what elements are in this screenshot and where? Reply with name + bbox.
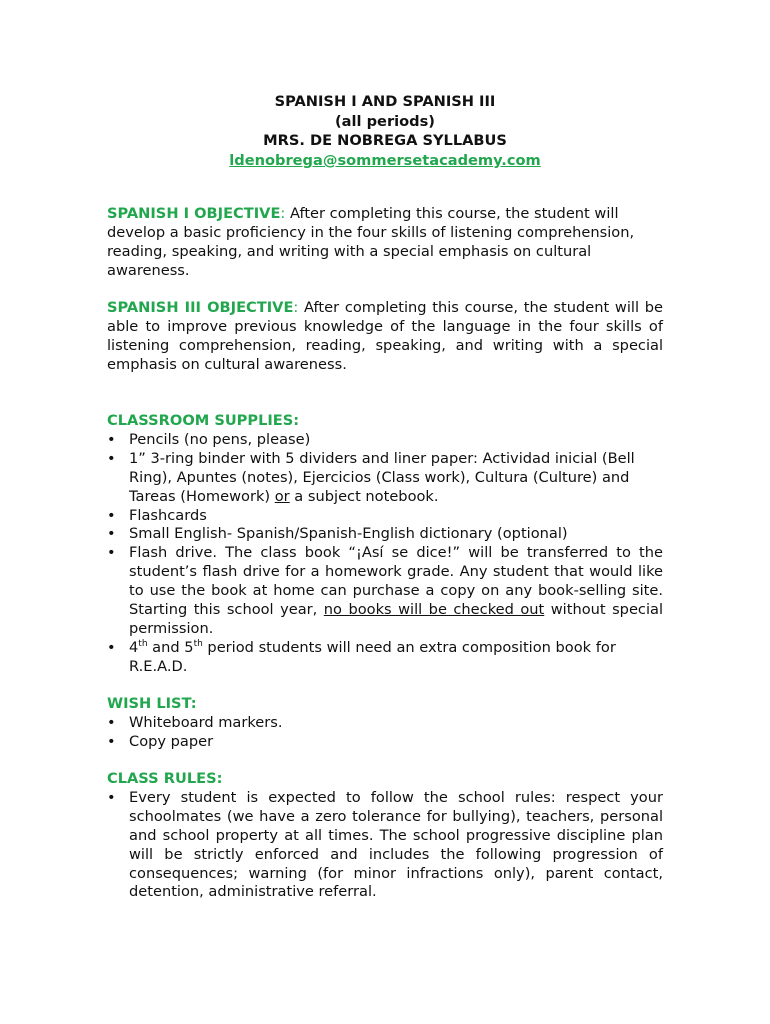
class-rules [107,770,663,902]
periods-line: (all periods) [335,112,435,130]
list-item: • Every student is expected to follow the school rules: respect your schoolmates (we have a zero tolerance for bullying), teachers, personal and school property at all times. The school progressive discipline plan will be strictly enforced and includes the following progression of consequences; warning (for minor infractions only), parent contact, detention, administrative referral. [107,789,663,902]
supply-dictionary: Small English- Spanish/Spanish-English dictionary (optional) [129,525,568,543]
wish-list-items [107,714,663,752]
supply-binder: 1” 3-ring binder with 5 dividers and liner paper: Actividad inicial (Bell Ring), Apuntes (notes), Ejercicios (Class work), Cultura (Culture) and Tareas (Homework) [129,449,635,505]
spanish-1-objective-text: After completing this course, the student will develop a basic proficiency in the four skills of listening comprehension, reading, speaking, and writing with a special emphasis on cultural awareness. [107,205,635,279]
syllabus-title: MRS. DE NOBREGA SYLLABUS [263,132,507,150]
list-item [107,525,663,544]
list-item: • Whiteboard markers. [107,714,663,733]
spanish-1-objective [107,205,663,281]
spanish-3-objective [107,299,663,375]
supply-flash-drive-end: without special permission. [129,601,664,637]
period-4: 4 [129,638,139,656]
supply-composition-book: period students will need an extra composition book for R.E.A.D. [129,638,616,675]
classroom-supplies [107,412,663,677]
list-item [107,544,663,639]
spanish-3-objective-colon: : [293,299,299,316]
list-item [107,639,663,677]
spanish-3-objective-label: SPANISH III OBJECTIVE [107,299,294,316]
course-title: SPANISH I AND SPANISH III [274,93,496,110]
supply-flashcards: Flashcards [129,506,207,524]
document-header [0,92,770,170]
period-5: and 5 [147,638,194,656]
no-books-checked-out: no books will be checked out [323,601,545,619]
spanish-1-objective-colon: : [280,205,286,222]
class-rules-list [107,789,663,902]
supplies-heading: CLASSROOM SUPPLIES: [107,412,300,429]
period-4-suffix: th [138,638,148,649]
supply-binder-or: or [274,487,290,505]
supply-binder-end: a subject notebook. [289,487,439,505]
period-5-suffix: th [193,638,203,649]
supply-pencils: Pencils (no pens, please) [129,430,311,448]
wish-list [107,695,663,752]
list-item [107,431,663,450]
spanish-3-objective-text: After completing this course, the student will be able to improve previous knowledge of the language in the four skills of listening comprehension, reading, speaking, and writing with a special emphasis on cultural awareness. [107,299,663,373]
supplies-list [107,431,663,677]
list-item [107,507,663,526]
spanish-1-objective-label: SPANISH I OBJECTIVE [107,205,281,222]
list-item: • Copy paper [107,733,663,752]
teacher-email-link[interactable]: ldenobrega@sommersetacademy.com [229,151,541,169]
supply-flash-drive: Flash drive. The class book “¡Así se dice!” will be transferred to the student’s flash drive for a homework grade. Any student that would like to use the book at home can purchase a copy on any book-selling site. Starting this school year, [129,544,663,619]
wish-list-heading: WISH LIST: [107,695,197,712]
list-item [107,450,663,507]
class-rules-heading: CLASS RULES: [107,770,223,787]
